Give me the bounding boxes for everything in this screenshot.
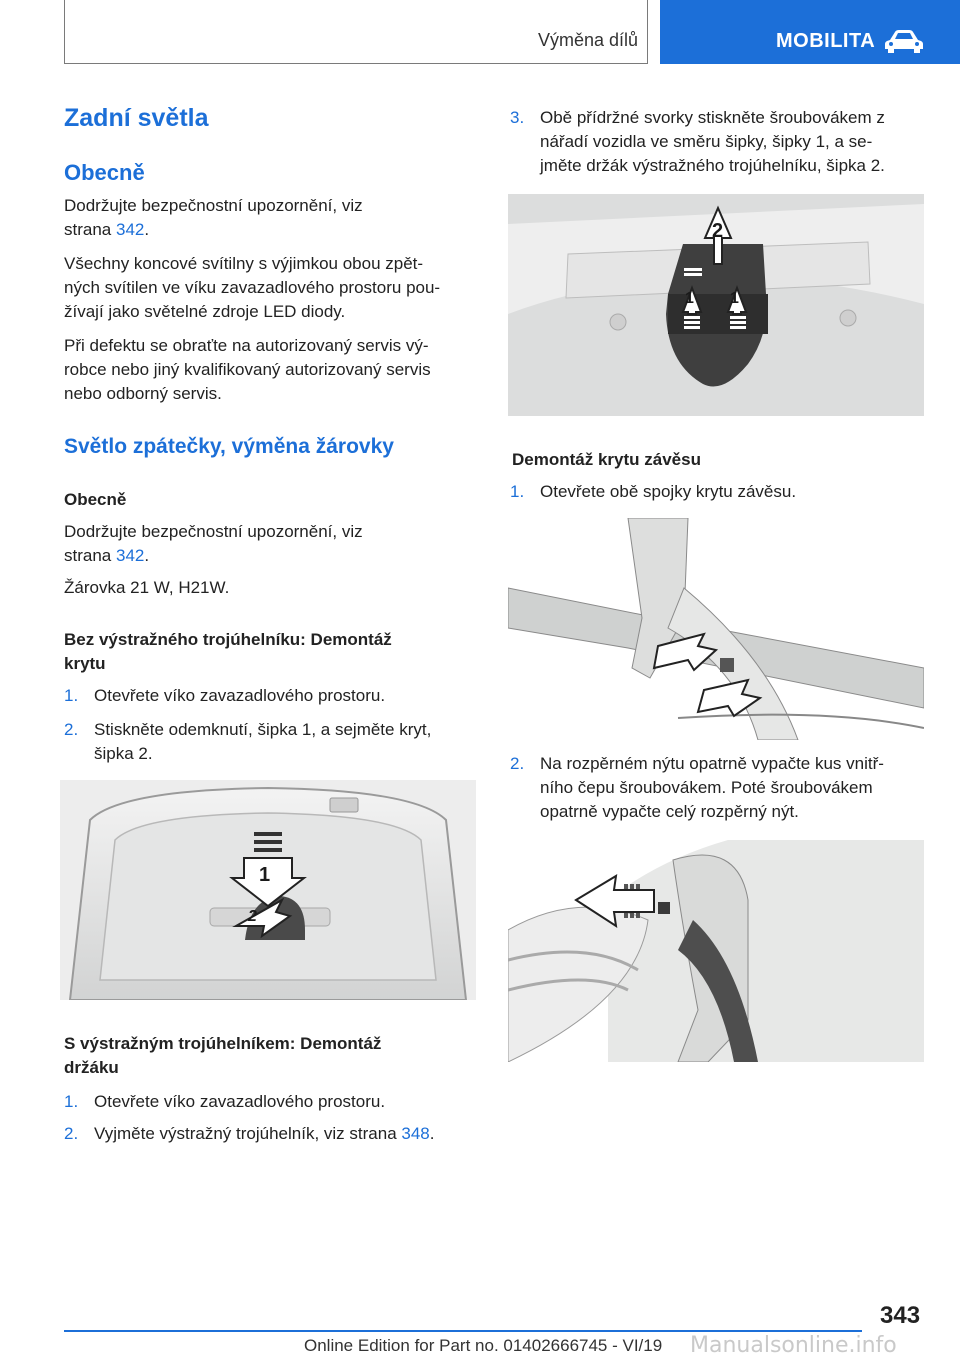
footer-edition: Online Edition for Part no. 01402666745 - VI/19 bbox=[304, 1336, 663, 1355]
subheading-bez-trojuhelniku: Bez výstražného trojúhelníku: Demontáž krytu bbox=[64, 630, 392, 673]
heading-reverse-light: Světlo zpátečky, výměna žárovky bbox=[64, 435, 394, 458]
car-icon bbox=[884, 28, 924, 54]
step-bez-2: 2. Stiskněte odemknutí, šipka 1, a sejměte kryt, šipka 2. bbox=[64, 720, 432, 763]
figure-expansion-rivet bbox=[508, 840, 924, 1062]
page-heading: Zadní světla bbox=[64, 104, 209, 132]
step-right-1: 1. Otevřete obě spojky krytu závěsu. bbox=[510, 482, 797, 501]
figure-label-1: 1 bbox=[259, 864, 271, 886]
paragraph-safety: Dodržujte bezpečnostní upozornění, viz strana 342. bbox=[64, 196, 363, 239]
page-link-342b[interactable]: 342 bbox=[115, 546, 145, 565]
footer-divider bbox=[64, 1330, 862, 1332]
step-right-3: 3. Obě přídržné svorky stiskněte šroubovákem z nářadí vozidla ve směru šipky, šipky 1, a se‐ jměte držák výstražného trojúhelníku, šipka 2. bbox=[510, 108, 885, 175]
step-s-1: 1. Otevřete víko zavazadlového prostoru. bbox=[64, 1092, 386, 1111]
paragraph-defect: Při defektu se obraťte na autorizovaný servis vý‐ robce nebo jiný kvalifikovaný autorizovaný servis nebo odborný servis. bbox=[64, 336, 431, 403]
page-link-342[interactable]: 342 bbox=[115, 220, 145, 239]
paragraph-led: Všechny koncové svítilny s výjimkou obou zpět‐ ných svítilen ve víku zavazadlového prostoru pou‐ žívají jako světelné zdroje LED diody. bbox=[64, 254, 441, 321]
figure-triangle-holder bbox=[508, 194, 924, 416]
subheading-demontaz: Demontáž krytu závěsu bbox=[512, 450, 701, 469]
figure-label-2: 2 bbox=[248, 908, 257, 925]
paragraph-safety-2: Dodržujte bezpečnostní upozornění, viz strana 342. bbox=[64, 522, 363, 565]
page-number: 343 bbox=[880, 1302, 921, 1329]
section-title: Výměna dílů bbox=[537, 30, 638, 50]
step-right-2: 2. Na rozpěrném nýtu opatrně vypačte kus vnitř‐ ního čepu šroubovákem. Poté šroubovákem opatrně vypačte celý rozpěrný nýt. bbox=[510, 754, 884, 821]
figure-hinge-cover bbox=[508, 518, 924, 740]
paragraph-bulb: Žárovka 21 W, H21W. bbox=[64, 578, 230, 597]
step-s-2: 2. Vyjměte výstražný trojúhelník, viz strana 348. bbox=[64, 1124, 435, 1143]
heading-obecne: Obecně bbox=[64, 160, 145, 185]
page-link-348[interactable]: 348 bbox=[401, 1124, 430, 1143]
figure2-label-1a: 1 bbox=[685, 290, 694, 307]
figure-trunk-cover bbox=[60, 780, 476, 1000]
figure2-label-2: 2 bbox=[712, 220, 724, 242]
step-bez-1: 1. Otevřete víko zavazadlového prostoru. bbox=[64, 686, 386, 705]
subheading-s-trojuhelnikem: S výstražným trojúhelníkem: Demontáž držáku bbox=[64, 1034, 382, 1077]
subheading-obecne: Obecně bbox=[64, 490, 127, 509]
watermark: Manualsonline.info bbox=[690, 1333, 897, 1358]
figure2-label-1b: 1 bbox=[730, 290, 739, 307]
chapter-tab-label: MOBILITA bbox=[776, 30, 876, 52]
